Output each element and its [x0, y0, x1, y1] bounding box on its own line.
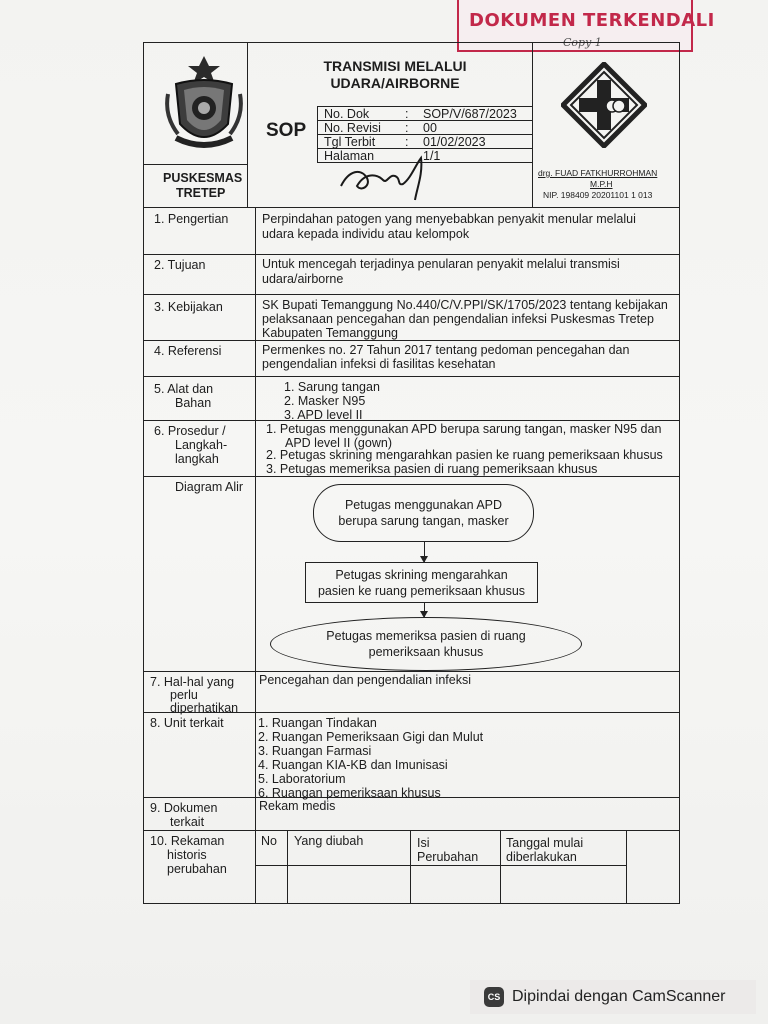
- org-name-line2: TRETEP: [176, 186, 226, 200]
- header-divider: [143, 164, 248, 165]
- camscanner-watermark: [470, 980, 756, 1014]
- unit-item: 2. Ruangan Pemeriksaan Gigi dan Mulut: [258, 730, 484, 744]
- history-table-rule: [626, 830, 627, 904]
- stamp-text: DOKUMEN TERKENDALI: [469, 10, 715, 31]
- section-label-notes-line3: diperhatikan: [170, 701, 239, 715]
- row-divider: [143, 376, 680, 377]
- signer-name: drg. FUAD FATKHURROHMAN: [538, 168, 658, 178]
- procedure-step-3: 3. Petugas memeriksa pasien di ruang pemeriksaan khusus: [266, 462, 598, 476]
- tools-item: 3. APD level II: [284, 408, 363, 422]
- section-label-documents: 9. Dokumen: [150, 801, 218, 815]
- history-col-changed: Yang diubah: [294, 834, 364, 848]
- flowchart-step-2-line1: Petugas skrining mengarahkan: [335, 567, 508, 582]
- history-col-content-line2: Perubahan: [417, 850, 479, 864]
- signer-nip: NIP. 198409 20201101 1 013: [543, 190, 653, 200]
- procedure-step-1: 1. Petugas menggunakan APD berupa sarung tangan, masker N95 dan: [266, 422, 662, 436]
- definition-text-line1: Perpindahan patogen yang menyebabkan penyakit menular melalui: [262, 212, 636, 226]
- meta-label-date: Tgl Terbit: [324, 135, 376, 149]
- section-label-history-line2: historis: [167, 848, 207, 862]
- section-label-reference: 4. Referensi: [154, 344, 222, 358]
- flowchart-step-1-line1: Petugas menggunakan APD: [344, 498, 503, 512]
- camscanner-icon: CS: [484, 987, 504, 1007]
- reference-text-line2: pengendalian infeksi di fasilitas kesehatan: [262, 357, 496, 371]
- section-label-procedure: 6. Prosedur /: [154, 424, 226, 438]
- policy-text-line3: Kabupaten Temanggung: [262, 326, 398, 340]
- policy-text-line1: SK Bupati Temanggung No.440/C/V.PPI/SK/1705/2023 tentang kebijakan: [262, 298, 668, 312]
- unit-item: 3. Ruangan Farmasi: [258, 744, 372, 758]
- purpose-text-line2: udara/airborne: [262, 272, 344, 286]
- documents-text: Rekam medis: [259, 799, 336, 813]
- meta-label-revision: No. Revisi: [324, 121, 381, 135]
- flowchart-arrow: [424, 603, 425, 617]
- flowchart-arrow: [424, 542, 425, 562]
- section-label-notes-line2: perlu: [170, 688, 198, 702]
- puskesmas-logo-icon: [561, 62, 647, 148]
- row-divider: [143, 830, 680, 831]
- row-divider: [143, 294, 680, 295]
- meta-sep: :: [405, 121, 409, 135]
- section-label-notes: 7. Hal-hal yang: [150, 675, 235, 689]
- reference-text-line1: Permenkes no. 27 Tahun 2017 tentang pedoman pencegahan dan: [262, 343, 630, 357]
- section-label-history-line3: perubahan: [167, 862, 227, 876]
- meta-value-page: 1/1: [423, 149, 441, 163]
- history-table-rule: [500, 830, 501, 904]
- section-label-documents-line2: terkait: [170, 815, 205, 829]
- meta-sep: :: [405, 135, 409, 149]
- document-title-line1: TRANSMISI MELALUI: [323, 58, 467, 74]
- history-col-date: Tanggal mulai: [506, 836, 584, 850]
- header-bottom-rule: [143, 207, 680, 208]
- flowchart-step-1-line2: berupa sarung tangan, masker: [338, 514, 509, 528]
- section-label-policy: 3. Kebijakan: [154, 300, 223, 314]
- policy-text-line2: pelaksanaan pencegahan dan pengendalian infeksi Puskesmas Tretep: [262, 312, 654, 326]
- section-label-flowchart: Diagram Alir: [175, 480, 244, 494]
- history-col-content: Isi: [417, 836, 430, 850]
- unit-item: 1. Ruangan Tindakan: [258, 716, 377, 730]
- header-divider: [532, 42, 533, 208]
- signer-title: M.P.H: [590, 179, 613, 189]
- meta-label-doc: No. Dok: [324, 107, 370, 121]
- section-label-purpose: 2. Tujuan: [154, 258, 206, 272]
- row-divider: [143, 340, 680, 341]
- unit-item: 4. Ruangan KIA-KB dan Imunisasi: [258, 758, 448, 772]
- stamp-note: Copy 1: [563, 36, 602, 49]
- meta-value-doc: SOP/V/687/2023: [423, 107, 517, 121]
- section-label-procedure-line3: langkah: [175, 452, 219, 466]
- section-label-tools-line2: Bahan: [175, 396, 212, 410]
- meta-value-date: 01/02/2023: [423, 135, 486, 149]
- unit-item: 5. Laboratorium: [258, 772, 346, 786]
- procedure-step-1-cont: APD level II (gown): [285, 436, 392, 450]
- history-table-rule: [287, 830, 288, 904]
- org-name-line1: PUSKESMAS: [163, 171, 243, 185]
- meta-value-revision: 00: [423, 121, 437, 135]
- flowchart-step-1: [313, 484, 534, 542]
- history-table-rule: [255, 865, 626, 866]
- tools-item: 2. Masker N95: [284, 394, 366, 408]
- header-divider: [247, 42, 248, 208]
- notes-text: Pencegahan dan pengendalian infeksi: [259, 673, 471, 687]
- flowchart-step-3-line2: pemeriksaan khusus: [368, 645, 484, 659]
- flowchart-step-2: [305, 562, 538, 603]
- flowchart-step-3-line1: Petugas memeriksa pasien di ruang: [326, 629, 526, 643]
- section-label-history: 10. Rekaman: [150, 834, 225, 848]
- purpose-text-line1: Untuk mencegah terjadinya penularan penyakit melalui transmisi: [262, 257, 620, 271]
- tools-item: 1. Sarung tangan: [284, 380, 380, 394]
- meta-sep: :: [405, 107, 409, 121]
- flowchart-step-2-line2: pasien ke ruang pemeriksaan khusus: [317, 583, 526, 598]
- flowchart-step-3: [270, 617, 582, 671]
- section-label-definition: 1. Pengertian: [154, 212, 229, 226]
- history-table-rule: [410, 830, 411, 904]
- definition-text-line2: udara kepada individu atau kelompok: [262, 227, 470, 241]
- meta-label-page: Halaman: [324, 149, 375, 163]
- history-col-no: No: [261, 834, 277, 848]
- sop-label: SOP: [266, 120, 307, 141]
- procedure-step-2: 2. Petugas skrining mengarahkan pasien ke ruang pemeriksaan khusus: [266, 448, 663, 462]
- section-label-tools: 5. Alat dan: [154, 382, 214, 396]
- row-divider: [143, 254, 680, 255]
- section-label-units: 8. Unit terkait: [150, 716, 224, 730]
- camscanner-text: Dipindai dengan CamScanner: [512, 988, 726, 1005]
- signature-icon: [331, 148, 441, 202]
- regency-emblem-icon: [162, 54, 246, 154]
- document-title-line2: UDARA/AIRBORNE: [330, 75, 460, 91]
- body-column-divider: [255, 207, 256, 904]
- section-label-procedure-line2: Langkah-: [175, 438, 228, 452]
- history-col-date-line2: diberlakukan: [506, 850, 577, 864]
- row-divider: [143, 476, 680, 477]
- unit-item: 6. Ruangan pemeriksaan khusus: [258, 786, 441, 800]
